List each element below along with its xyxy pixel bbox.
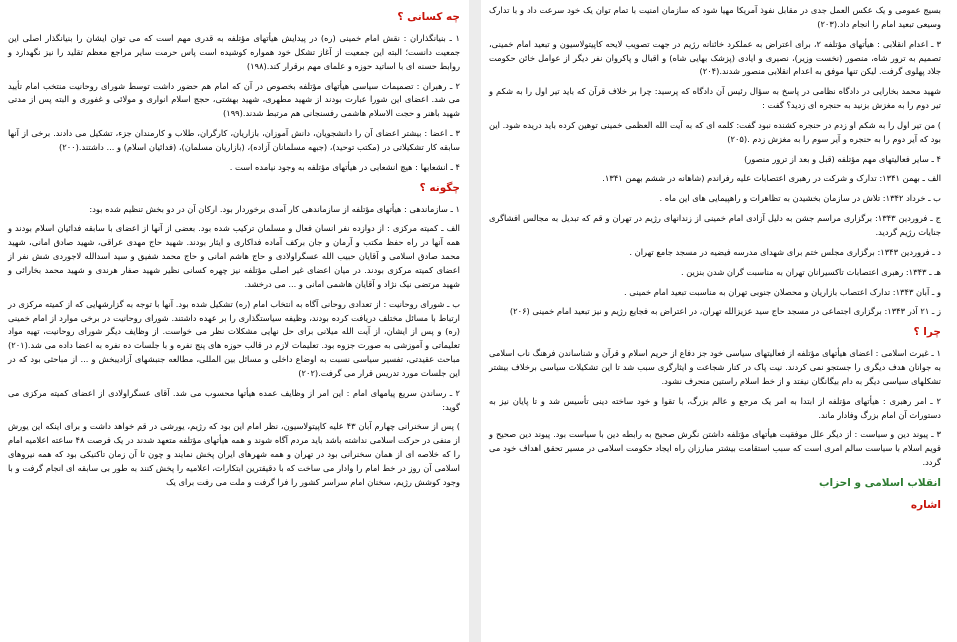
heading-who: چه کسانی ؟ xyxy=(397,11,460,23)
heading-how: چگونه ؟ xyxy=(419,181,460,194)
paragraph-item-g: ز ـ ۲۱ آذر ۱۳۴۳: برگزاری اجتماعی در مسجد حاج سید عزیزالله تهران، در اعتراض به فجایع رژیم و نیز تبعید امام خمینی (۲۰۶) xyxy=(509,306,941,317)
paragraph-members: ۳ ـ اعضا : بیشتر اعضای آن را دانشجویان، دانش آموزان، بازاریان، کارگران، طلاب و کارمندان جزء، تشکیل می دادند. برخی از آنها سابقه کار تشکیلاتی در (مکتب توحید)، (جبهه مسلمانان آزاده)، (بازاریان مسلمان)، (فدائیان اسلام) و ... داشتند.(۲۰۰) xyxy=(8,128,460,152)
paragraph-item-f: و ـ آبان ۱۳۴۳: تدارک اعتصاب بازاریان و محصلان جنوبی تهران به مناسبت تبعید امام خمینی . xyxy=(624,286,941,297)
paragraph-item-c: ج ـ فروردین ۱۳۴۳: برگزاری مراسم جشن به دلیل آزادی امام خمینی از زندانهای رژیم در تهران و قم که تبدیل به مجالس افشاگری جنایات رژیم گردید. xyxy=(489,213,941,237)
paragraph-court: شهید محمد بخارایی در دادگاه نظامی در پاسخ به سؤال رئیس آن دادگاه که پرسید: چرا بر خلاف قرآن که باید تیر اول را به شکم و تیر دوم را به مغزش بزنید به حنجره ای زدید؟ گفت : xyxy=(489,86,941,111)
paragraph-messages: ۲ ـ رساندن سریع پیامهای امام : این امر از وظایف عمده هیأتها محسوب می شد. آقای عسگراولادی از اعضای کمیته مرکزی می گوید: xyxy=(8,387,460,412)
paragraph-item-b: ب ـ خرداد ۱۳۴۲: تلاش در سازمان بخشیدن به تظاهرات و راهپیمایی های این ماه . xyxy=(659,193,941,204)
paragraph-quote: ) پس از سخنرانی چهارم آبان ۴۳ علیه کاپیتولاسیون، نظر امام این بود که رژیم، یورشی در قم خواهد داشت و برای اینکه این یورش از منفی در حرکت اسلامی نداشته باشد باید مردم آگاه شوند و همه هیأتهای مؤتلفه متعهد شدند در یک فرصت ۴۸ ساعته اعلامیه امام را که خلاصه ای از همان سخنرانی بود در تهران و همه شهرهای ایران پخش نمایند و چون تا آن زمان تاکنیکی بود که همه نیروهای اسلامی آن روز در خط امام را وادار می ساخت که با دقیقترین ابتکارات، اعلامیه را پخش کنند به طور بی سابقه ای انجام گرفت و با وجود کوشش رژیم، سخنان امام سراسر کشور را فرا گرفت و ملت می رفت برای یک xyxy=(8,421,460,487)
paragraph-central-committee: الف ـ کمیته مرکزی : از دوازده نفر انسان فعال و مسلمان ترکیب شده بود. بعضی از آنها از اعضای با سابقه فدائیان اسلام بودند و همه آنها در راه حفظ مکتب و آرمان و جان برکف آماده فداکاری و ایثار بودند. شهید حاج مهدی عراقی، شهید صادق امانی، شهید محمد صادق اسلامی و آقایان حبیب الله عسگراولادی و حاج هاشم امانی و حاج محمد شفیق و سید اسدالله لاجوردی شش نفر از اعضای کمیته مرکزی بودند. در میان اعضای غیر اصلی مؤتلفه نیز چهره کسانی نظیر شهید صفار هرندی و شهید محمد بخارائی و شهید مرتضی نیک نژاد و آقایان هاشمی امانی و ... می درخشد. xyxy=(8,223,460,289)
paragraph-execution: ۳ ـ اعدام انقلابی : هیأتهای مؤتلفه ۲، برای اعتراض به عملکرد خائنانه رژیم در جهت تصویب لایحه کاپیتولاسیون و تبعید امام خمینی، تصمیم به ترور شاه، منصور (نخست وزیر)، نصیری و ایادی (پزشک بهایی شاه) و اقبال و پاکروان نفر دیگر از عوامل خائن حکومت جلاد پهلوی گرفت. لیکن تنها موفق به اعدام انقلابی منصور شدند.(۲۰۴) xyxy=(489,38,941,77)
paragraph-leadership: ۲ ـ امر رهبری : هیأتهای مؤتلفه از ابتدا به امر یک مرجع و عالم بزرگ، با تقوا و خود ساخته دینی تأسیس شد و تا پایان نیز به دستورات آن امام بزرگ وفادار ماند. xyxy=(489,395,941,420)
paragraph-clergy-council: ب ـ شورای روحانیت : از تعدادی روحانی آگاه به انتخاب امام (ره) تشکیل شده بود. آنها با توجه به گزارشهایی که از کمیته مرکزی در ارتباط با مسائل مختلف دریافت کرده بودند، وظیفه سیاستگذاری را بر عهده داشتند. شورای روحانیت در برخی موارد از امام خمینی (ره) و پس از ایشان، از آیت الله میلانی برای حل نهایی مشکلات نظر می خواست. از وظایف دیگر شورای روحانیت، تهیه مواد تعلیماتی و آموزشی به صورت جزوه بود. تعلیمات لازم در قالب حوزه های پنج نفره و با جلسات ده نفره به اعضا داده می شد.(۲۰۱) مباحث عقیدتی، تفسیر سیاسی نسبت به اوضاع داخلی و مسائل بین المللی، مطالعه جنبشهای آزادیبخش و ... از مباحثی بود که در این جلسات مورد تدریس قرار می گرفت.(۲۰۲) xyxy=(8,298,460,378)
paragraph-continuation: بسیج عمومی و یک عکس العمل جدی در مقابل نفوذ آمریکا مهیا شود که سازمان امنیت با تمام توان یک خود سرعت داد و با تدارک وسیعی تبعید امام را انجام داد.(۲۰۳) xyxy=(489,5,941,29)
paragraph-item-e: هـ ـ ۱۳۴۳: رهبری اعتصابات تاکسیرانان تهران به مناسبت گران شدن بنزین . xyxy=(680,266,941,277)
heading-note: اشاره xyxy=(910,498,941,511)
heading-revolution-parties: انقلاب اسلامی و احزاب xyxy=(819,476,941,489)
paragraph-religion-politics: ۳ ـ پیوند دین و سیاست : از دیگر علل موفقیت هیأتهای مؤتلفه داشتن نگرش صحیح به رابطه دین با سیاست بود. پیوند دین صحیح و قویم اسلام با سیاست سالم امری است که سبب استقامت بیشتر مبارزان راه ایجاد حکومت اسلامی در مسیر تحقق اهداف خود می گردد. xyxy=(489,429,941,468)
paragraph-splits: ۴ ـ انشعابها : هیچ انشعابی در هیأتهای مؤتلفه به وجود نیامده است . xyxy=(229,161,460,172)
heading-why: چرا ؟ xyxy=(913,326,941,339)
paragraph-activities: ۴ ـ سایر فعالیتهای مهم مؤتلفه (قبل و بعد از ترور منصور) xyxy=(744,153,941,164)
left-page xyxy=(0,0,468,642)
paragraph-islamic-zeal: ۱ ـ غیرت اسلامی : اعضای هیأتهای مؤتلفه از فعالیتهای سیاسی خود جز دفاع از حریم اسلام و قرآن و شناساندن فرهنگ ناب اسلامی به جوانان هدف دیگری را جستجو نمی کردند. نیت پاک در کنار شجاعت و ایثارگری سبب شد تا این تشکیلات سیاسی برخلاف بیشتر تشکلهای سیاسی دیگر به دام بیگانگان نیفتد و از خط اسلام راستین منحرف نشود. xyxy=(489,348,941,386)
paragraph-quote-bukharai: ) من تیر اول را به شکم او زدم در حنجره کشنده نبود گفت: کلمه ای که به آیت الله العظمی خمینی توهین کرده باید دریده شود. این بود که آیر دوم را به حنجره و آیر سوم را به مغزش زدم .(۲۰۵) xyxy=(489,119,941,144)
paragraph-item-a: الف ـ بهمن ۱۳۴۱: تدارک و شرکت در رهبری اعتصابات علیه رفراندم (شاهانه در ششم بهمن ۱۳۴۱. xyxy=(602,173,941,184)
paragraph-item-d: د ـ فروردین ۱۳۴۳: برگزاری مجلس ختم برای شهدای مدرسه فیضیه در مسجد جامع تهران . xyxy=(629,246,941,257)
paragraph-organization: ۱ ـ سازماندهی : هیأتهای مؤتلفه از سازماندهی کار آمدی برخوردار بود. ارکان آن در دو بخش تنظیم شده بود: xyxy=(89,203,460,214)
paragraph-founders: ۱ ـ بنیانگذاران : نقش امام خمینی (ره) در پیدایش هیأتهای مؤتلفه به قدری مهم است که می توان ایشان را بنیانگذار اصلی این جمعیت دانست؛ البته این جمعیت از آغاز تشکل خود همواره کوشیده است پاس حرمت سایر مراجع معظم تقلید را نیز نگهدارد و روابط حسنه ای با اساتید حوزه و علمای مهم برقرار کند.(۱۹۸) xyxy=(8,33,460,71)
paragraph-leaders: ۲ ـ رهبران : تصمیمات سیاسی هیأتهای مؤتلفه بخصوص در آن که امام هم حضور داشت توسط شورای روحانیت منتخب امام تأیید می شد. اعضای این شورا عبارت بودند از شهید مطهری، شهید بهشتی، حجج اسلام انواری و مولائی و غفوری و البته پس از مدتی شهید باهنر و حجت الاسلام هاشمی رفسنجانی هم مرتبط شدند.(۱۹۹) xyxy=(8,80,460,119)
right-page xyxy=(481,0,949,642)
page-gutter xyxy=(469,0,481,642)
